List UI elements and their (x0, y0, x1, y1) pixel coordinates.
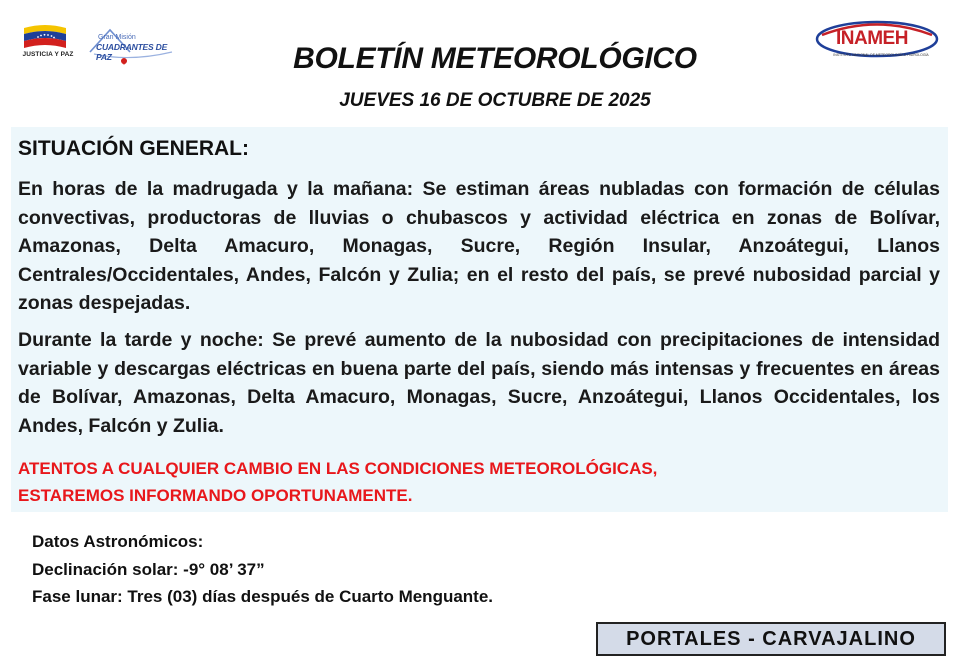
evening-forecast-paragraph: Durante la tarde y noche: Se prevé aumento de la nubosidad con precipitaciones de intensidad variable y descargas eléctricas en buena parte del país, siendo más intensas y frecuentes en áreas de Bolívar, Amazonas, Delta Amacuro, Monagas, Sucre, Anzoátegui, Llanos Occidentales, los Andes, Falcón y Zulia. (18, 329, 940, 437)
warning-line-1: ATENTOS A CUALQUIER CAMBIO EN LAS CONDICIONES METEOROLÓGICAS, (18, 459, 658, 478)
portales-carvajalino-label: PORTALES - CARVAJALINO (596, 622, 946, 656)
justicia-y-paz-caption: JUSTICIA Y PAZ (22, 51, 74, 58)
astronomical-data (32, 528, 493, 611)
solar-declination: Declinación solar: -9° 08’ 37” (32, 559, 265, 579)
moon-phase: Fase lunar: Tres (03) días después de Cuarto Menguante. (32, 587, 494, 606)
mission-title-main: CUADRANTES DE PAZ (96, 42, 168, 62)
mission-title-small: Gran Misión (98, 34, 136, 41)
inameh-subtitle: INSTITUTO NACIONAL DE METEOROLOGÍA E HIDROLOGÍA (833, 53, 929, 57)
inameh-brand: INAMEH (836, 28, 908, 49)
warning-line-2: ESTAREMOS INFORMANDO OPORTUNAMENTE. (18, 486, 413, 505)
morning-forecast-paragraph: En horas de la madrugada y la mañana: Se estiman áreas nubladas con formación de células convectivas, productoras de lluvias o chubascos y actividad eléctrica en zonas de Bolívar, Amazonas, Delta Amacuro, Monagas, Sucre, Región Insular, Anzoátegui, Llanos Centrales/Occidentales, Andes, Falcón y Zulia; en el resto del país, se prevé nubosidad parcial y zonas despejadas. (18, 178, 940, 314)
bulletin-title: BOLETÍN METEOROLÓGICO (293, 42, 697, 75)
warning-notice (18, 455, 918, 509)
situation-heading: SITUACIÓN GENERAL: (18, 137, 249, 160)
astronomical-heading: Datos Astronómicos: (32, 532, 204, 551)
bulletin-date: JUEVES 16 DE OCTUBRE DE 2025 (339, 90, 651, 111)
